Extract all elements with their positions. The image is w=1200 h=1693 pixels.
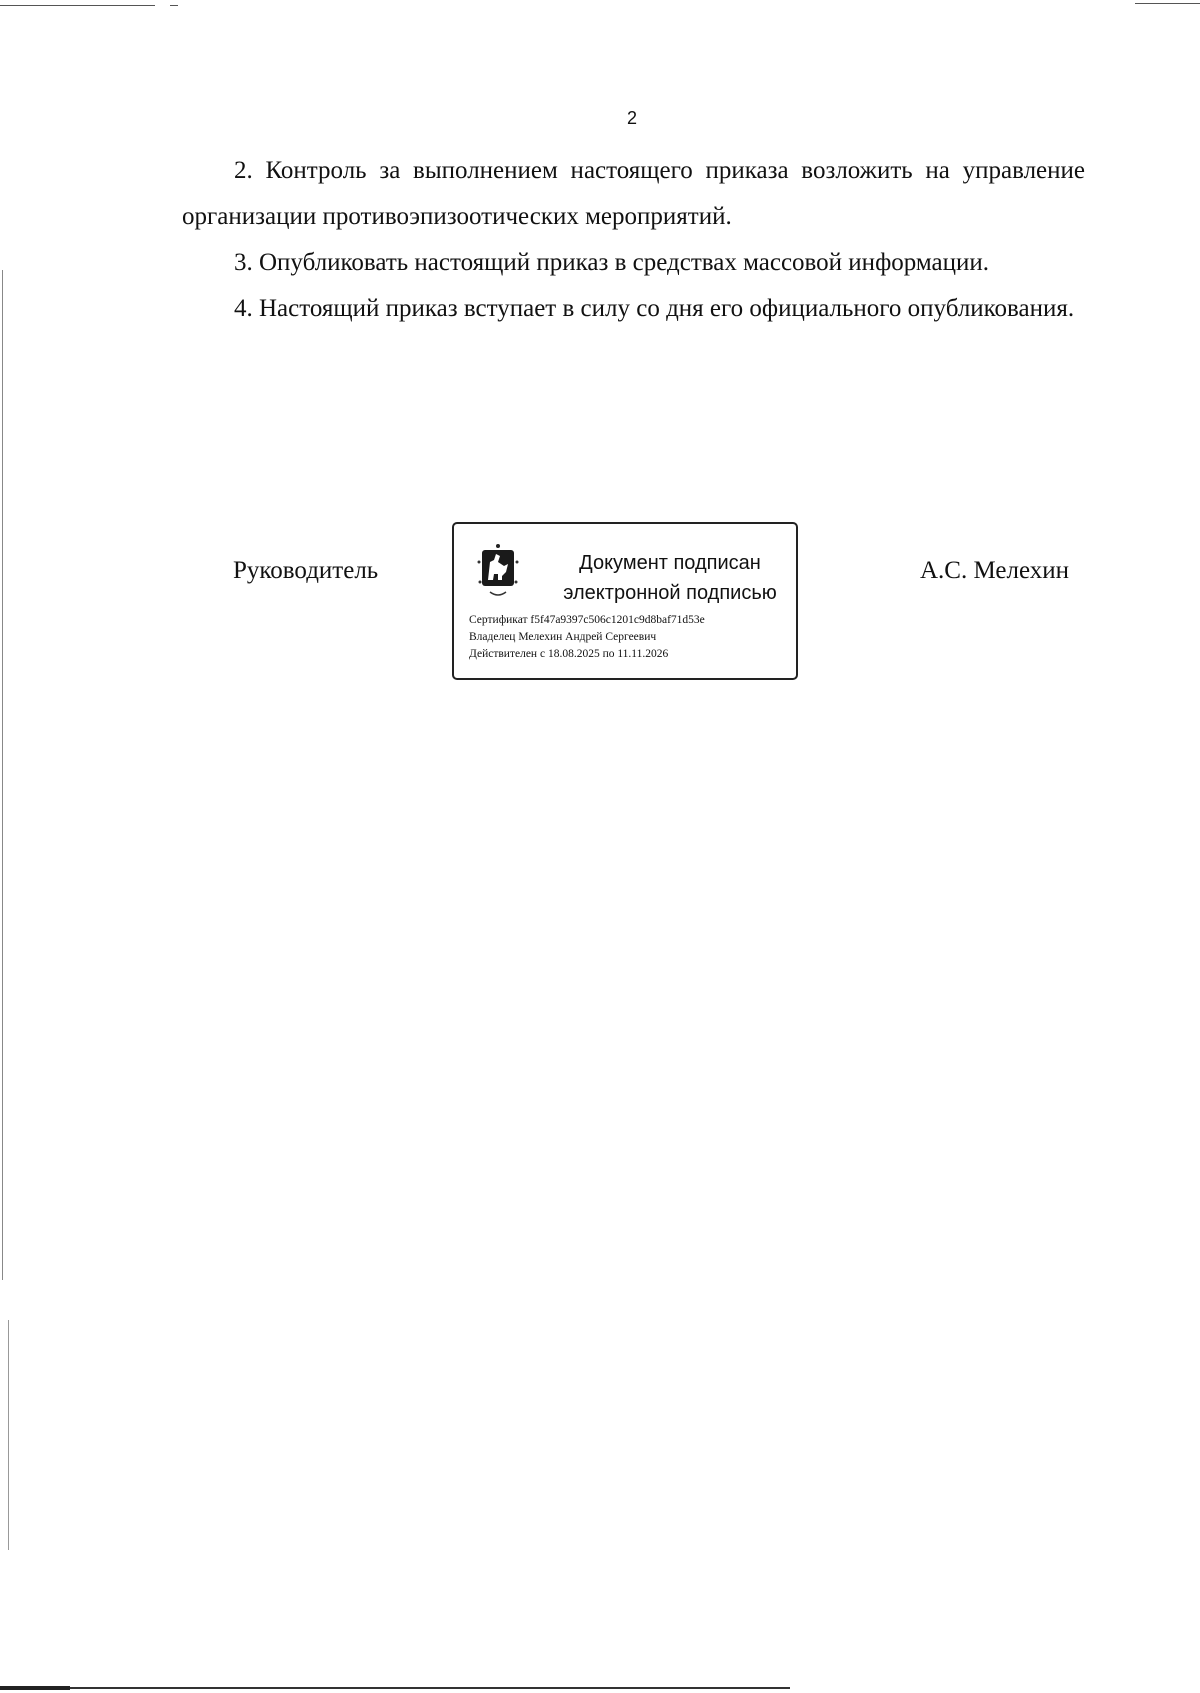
scan-artifact-top-left: [0, 5, 155, 6]
scan-artifact-bottom-thick: [0, 1686, 70, 1690]
coat-of-arms-emblem-icon: [476, 542, 520, 598]
paragraph-effective-date: 4. Настоящий приказ вступает в силу со дня его официального опубликования.: [234, 295, 1075, 322]
stamp-owner: Владелец Мелехин Андрей Сергеевич: [469, 631, 657, 643]
scan-artifact-top-left-dash: [170, 5, 178, 6]
page-number: 2: [626, 108, 637, 128]
stamp-heading-line2: электронной подписью: [563, 582, 777, 604]
scan-artifact-left-edge: [2, 270, 3, 1280]
scan-artifact-bottom: [0, 1687, 790, 1689]
paragraph-publish: 3. Опубликовать настоящий приказ в средствах массовой информации.: [234, 249, 990, 276]
scan-artifact-left-edge-lower: [8, 1320, 9, 1550]
stamp-details: [469, 612, 705, 663]
electronic-signature-stamp: [452, 522, 798, 680]
stamp-heading: [552, 548, 788, 608]
signer-position: Руководитель: [233, 557, 379, 584]
stamp-certificate: Сертификат f5f47a9397c506c1201c9d8baf71d53e: [469, 614, 705, 626]
document-body: [182, 148, 1085, 332]
signer-name: А.С. Мелехин: [920, 557, 1069, 584]
scan-artifact-top-right: [1135, 3, 1200, 4]
stamp-validity: Действителен с 18.08.2025 по 11.11.2026: [469, 648, 669, 660]
paragraph-control: 2. Контроль за выполнением настоящего приказа возложить на управление организации противоэпизоотических мероприятий.: [182, 157, 1085, 230]
stamp-heading-line1: Документ подписан: [579, 552, 761, 574]
